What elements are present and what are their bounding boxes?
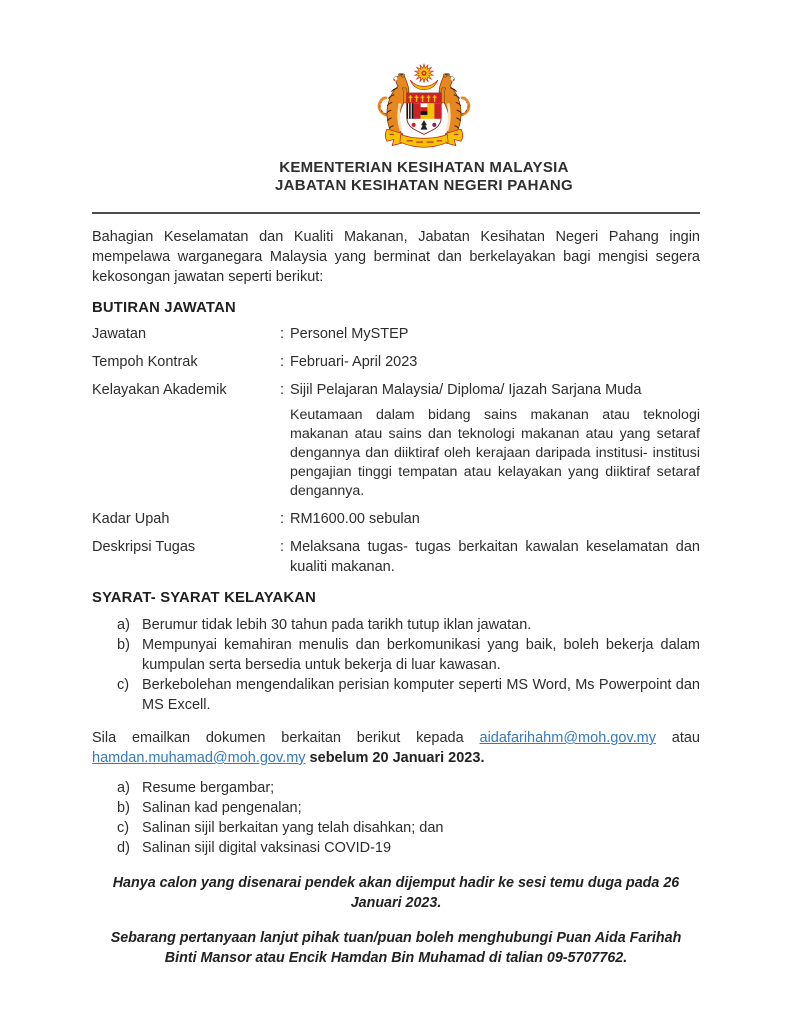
list-marker: d): [117, 840, 130, 856]
detail-colon: :: [280, 382, 285, 398]
list-marker: c): [117, 677, 130, 693]
documents-list: [92, 778, 700, 858]
kelayakan-priority-note: Keutamaan dalam bidang sains makanan atau teknologi makanan atau sains dan teknologi makanan atau yang setaraf dengannya dan diiktiraf oleh kerajaan daripada institusi- institusi pengajian tinggi tempatan atau kelayakan yang diiktiraf setaraf dengannya.: [290, 407, 700, 499]
email-link-hamdan-muhamad[interactable]: hamdan.muhamad@moh.gov.my: [92, 750, 306, 766]
list-item-text: Salinan kad pengenalan;: [142, 800, 302, 816]
list-item-text: Berkebolehan mengendalikan perisian komputer seperti MS Word, Ms Powerpoint dan MS Excell.: [142, 677, 700, 713]
detail-value: Sijil Pelajaran Malaysia/ Diploma/ Ijazah Sarjana Muda: [290, 382, 642, 398]
detail-value: Personel MySTEP: [290, 326, 409, 342]
detail-label: Kadar Upah: [92, 511, 170, 527]
detail-row-kelayakan-akademik: [92, 380, 700, 400]
list-item-text: Salinan sijil digital vaksinasi COVID-19: [142, 840, 392, 856]
section-heading-syarat-kelayakan: SYARAT- SYARAT KELAYAKAN: [92, 590, 317, 606]
list-item-text: Resume bergambar;: [142, 780, 275, 796]
list-item-text: Mempunyai kemahiran menulis dan berkomunikasi yang baik, boleh bekerja dalam kumpulan serta bersedia untuk bekerja di luar kawasan.: [142, 637, 700, 673]
email-conjunction-text: atau: [655, 730, 700, 746]
detail-label: Tempoh Kontrak: [92, 354, 198, 370]
list-item: [92, 615, 700, 635]
list-item: [92, 635, 700, 675]
syarat-list: [92, 615, 700, 715]
submission-instructions: [92, 728, 700, 768]
section-heading-butiran-jawatan: BUTIRAN JAWATAN: [92, 300, 236, 316]
letterhead: [92, 62, 700, 195]
detail-colon: :: [280, 326, 285, 342]
list-item-text: Salinan sijil berkaitan yang telah disahkan; dan: [142, 820, 444, 836]
list-item-text: Berumur tidak lebih 30 tahun pada tarikh tutup iklan jawatan.: [142, 617, 532, 633]
detail-row-jawatan: [92, 324, 700, 344]
detail-label: Kelayakan Akademik: [92, 382, 227, 398]
ministry-name: KEMENTERIAN KESIHATAN MALAYSIA: [279, 159, 569, 176]
detail-colon: :: [280, 539, 285, 555]
email-link-aidafarihahm[interactable]: aidafarihahm@moh.gov.my: [479, 730, 656, 746]
detail-label: Jawatan: [92, 326, 147, 342]
detail-value: Februari- April 2023: [290, 354, 418, 370]
list-marker: a): [117, 780, 130, 796]
shortlist-notice: Hanya calon yang disenarai pendek akan dijemput hadir ke sesi temu duga pada 26 Januari 2023.: [112, 875, 680, 911]
detail-label: Deskripsi Tugas: [92, 539, 196, 555]
list-item: [92, 798, 700, 818]
detail-colon: :: [280, 511, 285, 527]
list-item: [92, 838, 700, 858]
deadline-text: sebelum 20 Januari 2023.: [305, 750, 485, 766]
list-marker: a): [117, 617, 130, 633]
detail-row-deskripsi-tugas: [92, 537, 700, 577]
malaysia-coat-of-arms-logo: [148, 62, 700, 155]
detail-value: Melaksana tugas- tugas berkaitan kawalan keselamatan dan kualiti makanan.: [290, 539, 700, 575]
list-item: [92, 778, 700, 798]
detail-value: RM1600.00 sebulan: [290, 511, 420, 527]
department-name: JABATAN KESIHATAN NEGERI PAHANG: [275, 177, 573, 194]
email-instruction-text: Sila emailkan dokumen berkaitan berikut kepada: [92, 730, 480, 746]
list-marker: b): [117, 800, 130, 816]
list-item: [92, 818, 700, 838]
list-marker: b): [117, 637, 130, 653]
intro-paragraph: Bahagian Keselamatan dan Kualiti Makanan, Jabatan Kesihatan Negeri Pahang ingin mempelawa warganegara Malaysia yang berminat dan berkelayakan bagi mengisi segera kekosongan jawatan seperti berikut:: [92, 229, 700, 285]
detail-row-tempoh-kontrak: [92, 352, 700, 372]
detail-colon: :: [280, 354, 285, 370]
header-divider: [92, 212, 700, 214]
contact-notice: Sebarang pertanyaan lanjut pihak tuan/puan boleh menghubungi Puan Aida Farihah Binti Mansor atau Encik Hamdan Bin Muhamad di talian 09-5707762.: [110, 930, 682, 966]
detail-row-kadar-upah: [92, 509, 700, 529]
list-item: [92, 675, 700, 715]
list-marker: c): [117, 820, 130, 836]
